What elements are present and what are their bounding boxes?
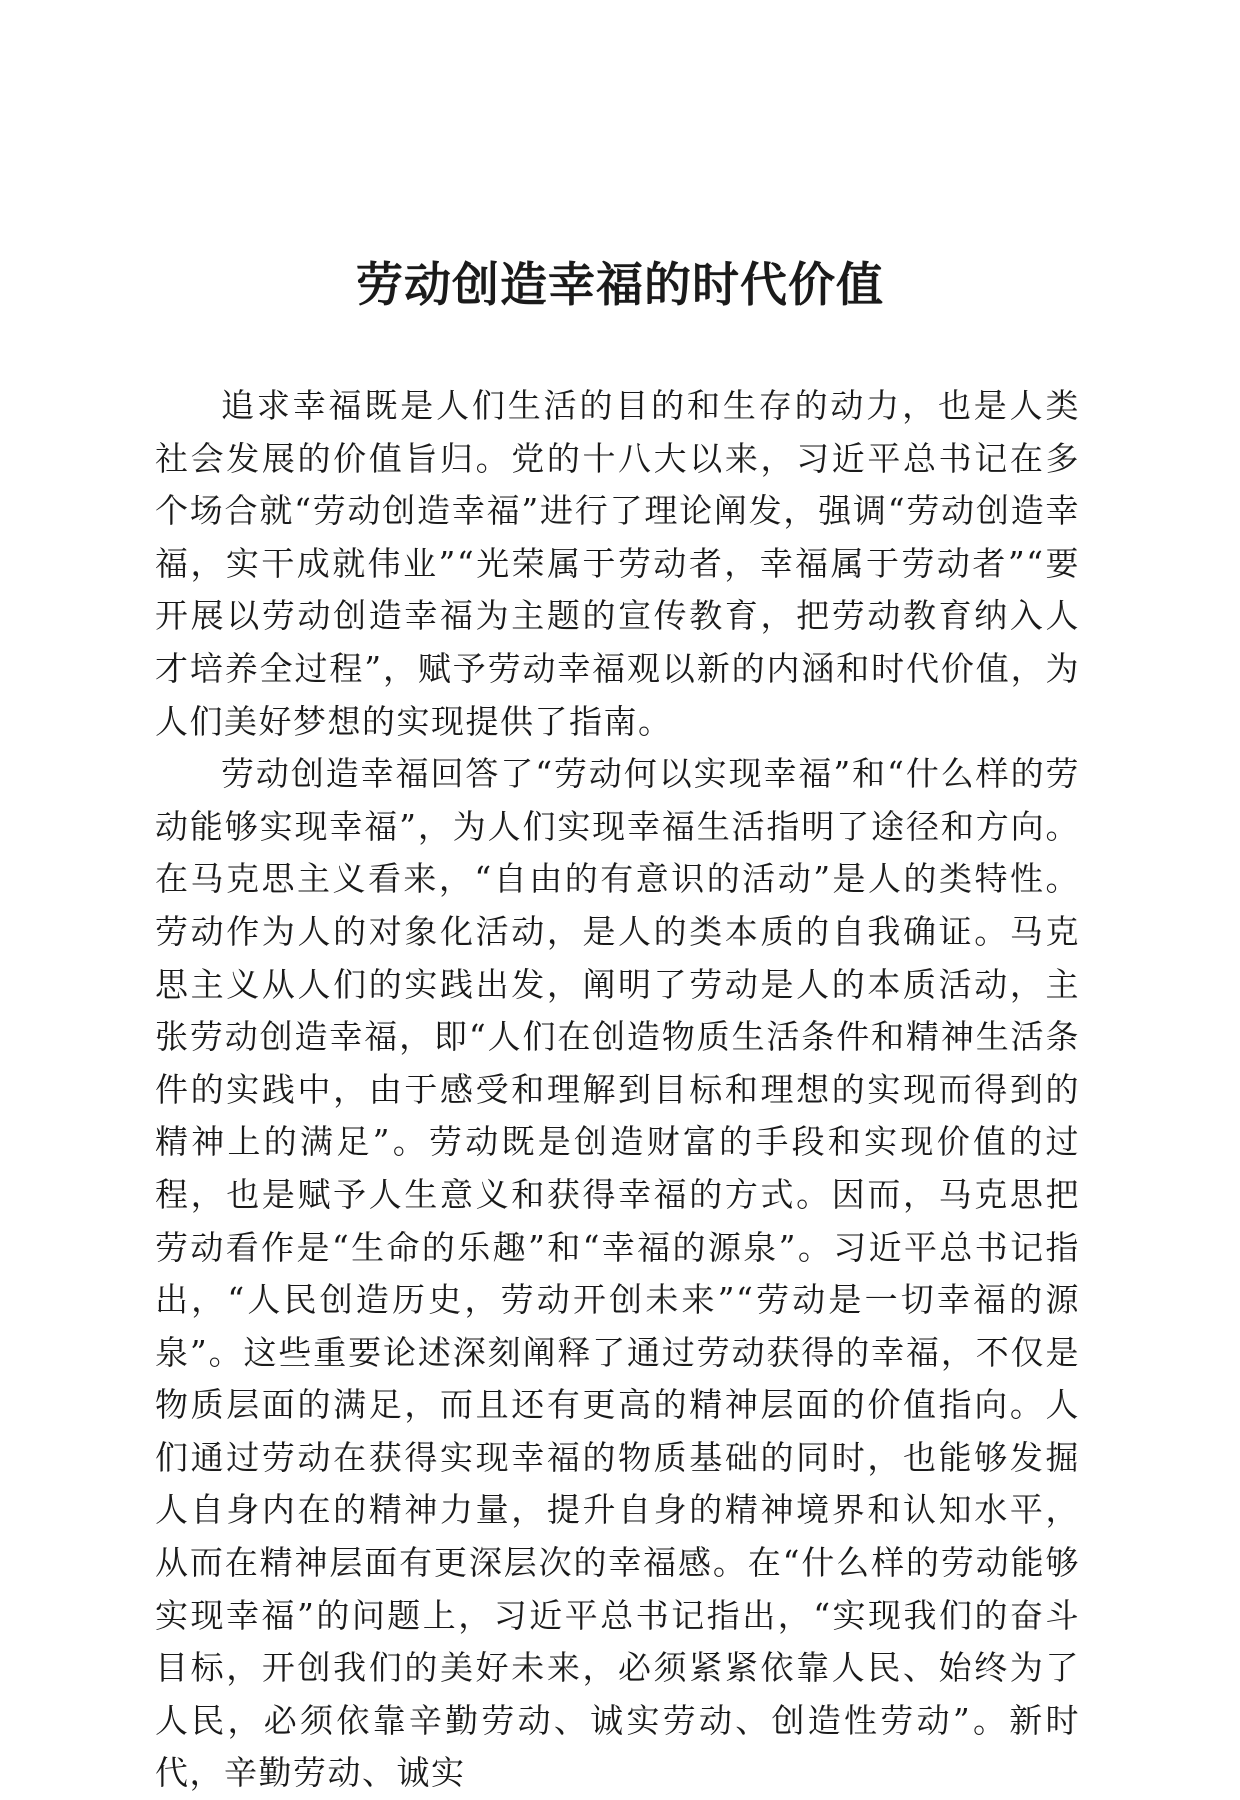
paragraph-2: 劳动创造幸福回答了“劳动何以实现幸福”和“什么样的劳动能够实现幸福”，为人们实现幸福生活指明了途径和方向。在马克思主义看来，“自由的有意识的活动”是人的类特性。劳动作为人的对象化活动，是人的类本质的自我确证。马克思主义从人们的实践出发，阐明了劳动是人的本质活动，主张劳动创造幸福，即“人们在创造物质生活条件和精神生活条件的实践中，由于感受和理解到目标和理想的实现而得到的精神上的满足”。劳动既是创造财富的手段和实现价值的过程，也是赋予人生意义和获得幸福的方式。因而，马克思把劳动看作是“生命的乐趣”和“幸福的源泉”。习近平总书记指出，“人民创造历史，劳动开创未来”“劳动是一切幸福的源泉”。这些重要论述深刻阐释了通过劳动获得的幸福，不仅是物质层面的满足，而且还有更高的精神层面的价值指向。人们通过劳动在获得实现幸福的物质基础的同时，也能够发掘人自身内在的精神力量，提升自身的精神境界和认知水平，从而在精神层面有更深层次的幸福感。在“什么样的劳动能够实现幸福”的问题上，习近平总书记指出，“实现我们的奋斗目标，开创我们的美好未来，必须紧紧依靠人民、始终为了人民，必须依靠辛勤劳动、诚实劳动、创造性劳动”。新时代，辛勤劳动、诚实 (155, 754, 1080, 1793)
paragraph-1: 追求幸福既是人们生活的目的和生存的动力，也是人类社会发展的价值旨归。党的十八大以来，习近平总书记在多个场合就“劳动创造幸福”进行了理论阐发，强调“劳动创造幸福，实干成就伟业”“光荣属于劳动者，幸福属于劳动者”“要开展以劳动创造幸福为主题的宣传教育，把劳动教育纳入人才培养全过程”，赋予劳动幸福观以新的内涵和时代价值，为人们美好梦想的实现提供了指南。 (155, 386, 1080, 741)
document-body (155, 380, 1080, 1800)
page-title: 劳动创造幸福的时代价值 (356, 258, 884, 313)
